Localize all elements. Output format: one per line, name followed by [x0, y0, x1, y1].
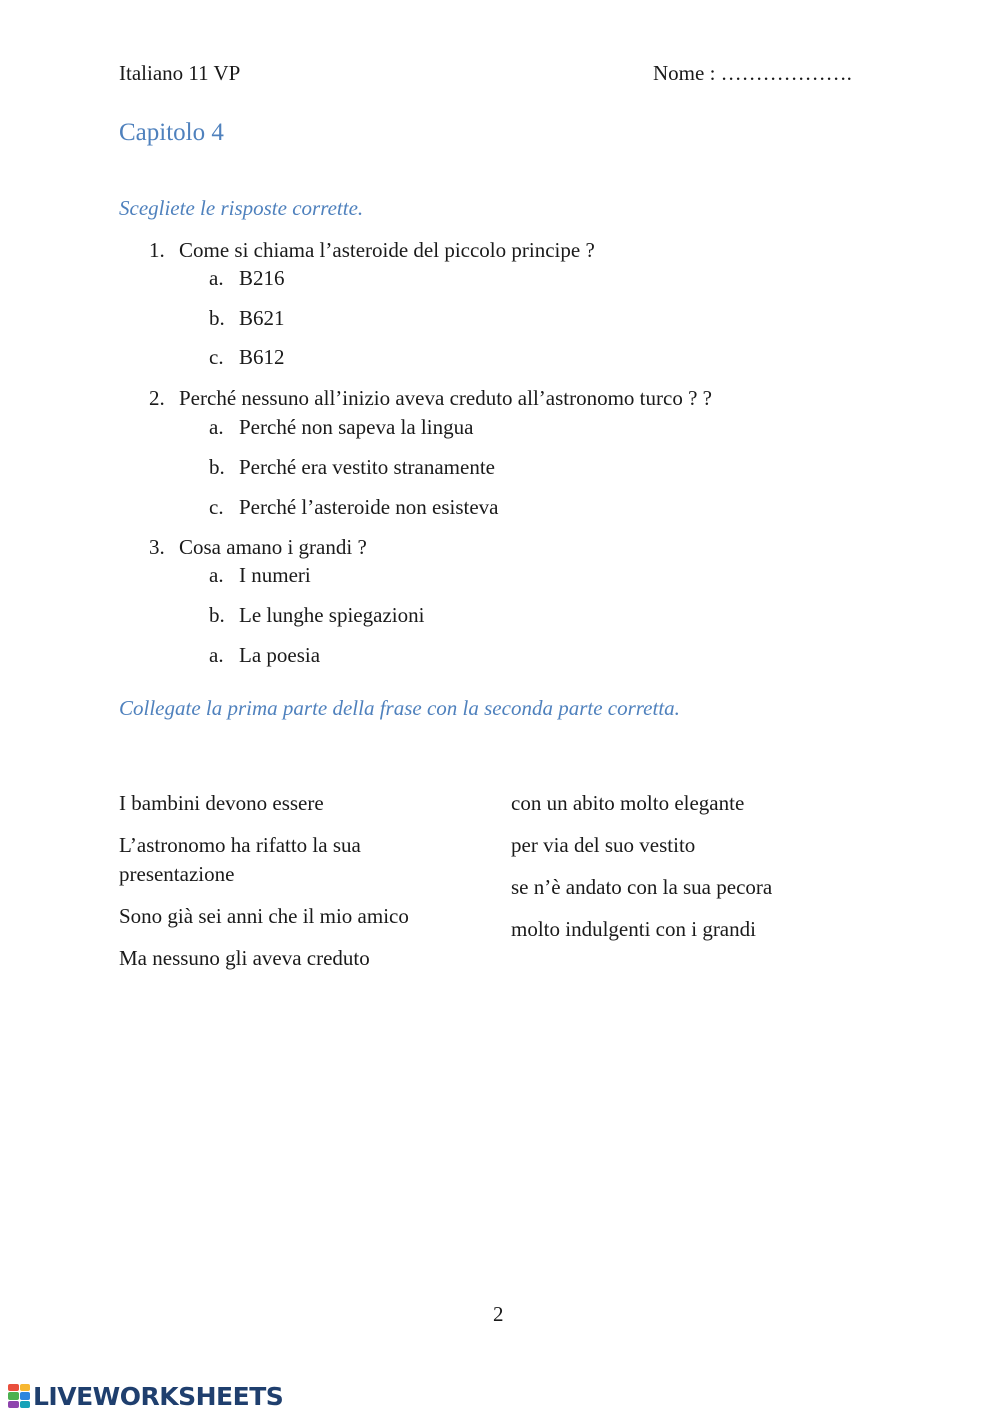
match-right-item[interactable]: per via del suo vestito: [511, 833, 696, 857]
question-text: Come si chiama l’asteroide del piccolo principe ?: [179, 238, 595, 262]
section2-instruction: Collegate la prima parte della frase con la seconda parte corretta.: [119, 696, 680, 720]
option[interactable]: [209, 344, 285, 370]
match-left-line: L’astronomo ha rifatto la sua: [119, 833, 361, 857]
logo-text: LIVEWORKSHEETS: [33, 1381, 284, 1411]
match-left-item[interactable]: I bambini devono essere: [119, 791, 324, 815]
match-left-item[interactable]: Ma nessuno gli aveva creduto: [119, 946, 370, 970]
question-text: Perché nessuno all’inizio aveva creduto all’astronomo turco ? ?: [179, 386, 712, 410]
option-text: Perché non sapeva la lingua: [239, 415, 474, 439]
question-number: 1.: [149, 238, 165, 262]
option-text: B621: [239, 306, 285, 330]
option[interactable]: [209, 562, 311, 588]
option-letter: b.: [209, 603, 225, 627]
option-letter: a.: [209, 415, 224, 439]
name-field: Nome : ……………….: [653, 61, 852, 85]
logo-blocks-icon: [8, 1384, 30, 1408]
question-2: [149, 385, 712, 411]
match-right-item[interactable]: con un abito molto elegante: [511, 791, 745, 815]
option[interactable]: [209, 414, 473, 440]
option-letter: a.: [209, 643, 224, 667]
option[interactable]: [209, 602, 424, 628]
option-letter: c.: [209, 495, 224, 519]
chapter-title: Capitolo 4: [119, 119, 224, 146]
option-letter: b.: [209, 306, 225, 330]
option-text: Perché l’asteroide non esisteva: [239, 495, 499, 519]
page-number: 2: [493, 1302, 504, 1326]
option-text: Le lunghe spiegazioni: [239, 603, 425, 627]
question-1: [149, 237, 595, 263]
match-left-item[interactable]: [119, 832, 361, 887]
option-letter: a.: [209, 563, 224, 587]
option[interactable]: [209, 265, 285, 291]
option-letter: c.: [209, 345, 224, 369]
option[interactable]: [209, 305, 285, 331]
option-text: B216: [239, 266, 285, 290]
liveworksheets-logo: [8, 1381, 283, 1411]
option-text: I numeri: [239, 563, 311, 587]
match-left-item[interactable]: Sono già sei anni che il mio amico: [119, 904, 409, 928]
question-number: 3.: [149, 535, 165, 559]
option[interactable]: [209, 494, 499, 520]
match-right-item[interactable]: se n’è andato con la sua pecora: [511, 875, 773, 899]
option-text: Perché era vestito stranamente: [239, 455, 495, 479]
option[interactable]: [209, 642, 320, 668]
question-number: 2.: [149, 386, 165, 410]
option-letter: a.: [209, 266, 224, 290]
match-right-item[interactable]: molto indulgenti con i grandi: [511, 917, 756, 941]
option-text: B612: [239, 345, 285, 369]
question-text: Cosa amano i grandi ?: [179, 535, 367, 559]
course-label: Italiano 11 VP: [119, 61, 241, 85]
match-left-line: presentazione: [119, 862, 235, 886]
option-letter: b.: [209, 455, 225, 479]
question-3: [149, 534, 367, 560]
option-text: La poesia: [239, 643, 321, 667]
option[interactable]: [209, 454, 495, 480]
section1-instruction: Scegliete le risposte corrette.: [119, 196, 364, 220]
